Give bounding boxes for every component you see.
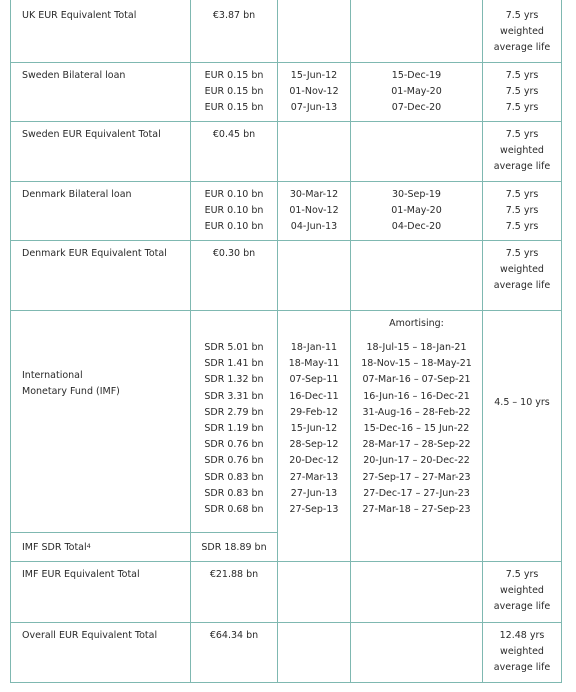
sweden-total-amount: €0.45 bn — [212, 129, 256, 140]
date-range-line: 27-Sep-17 – 27-Mar-23 — [362, 471, 471, 483]
imf-sdr-total-label — [22, 540, 91, 556]
term-line: 7.5 yrs — [505, 102, 539, 114]
imf-term: 4.5 – 10 yrs — [494, 397, 550, 408]
term-line: weighted — [500, 646, 544, 658]
imf-eur-total-label: IMF EUR Equivalent Total — [22, 569, 140, 580]
grid-line — [10, 62, 562, 63]
denmark-loan-amounts — [191, 187, 277, 236]
sweden-loan-term — [483, 68, 561, 117]
term-line: average life — [493, 42, 551, 54]
sweden-total-label: Sweden EUR Equivalent Total — [22, 129, 161, 140]
grid-line — [10, 532, 278, 533]
date-line: 01-Nov-12 — [289, 86, 339, 98]
grid-line — [10, 181, 562, 182]
date-line: 28-Sep-12 — [289, 439, 339, 451]
denmark-loan-maturity — [351, 187, 482, 236]
grid-line — [561, 0, 562, 683]
date-range-line: 27-Mar-18 – 27-Sep-23 — [362, 504, 471, 516]
date-range-line: 18-Jul-15 – 18-Jan-21 — [366, 342, 467, 353]
date-range-line: 28-Mar-17 – 28-Sep-22 — [362, 439, 471, 451]
denmark-loan-term — [483, 187, 561, 236]
date-line: 07-Jun-13 — [290, 102, 338, 114]
date-line: 20-Dec-12 — [289, 455, 339, 467]
amount-line: SDR 1.41 bn — [204, 358, 264, 370]
date-line: 01-May-20 — [391, 205, 442, 217]
imf-sdr-total-text: IMF SDR Total — [22, 542, 87, 553]
date-line: 18-May-11 — [288, 358, 340, 370]
term-line: weighted — [500, 264, 544, 276]
denmark-total-term — [483, 246, 561, 295]
amount-line: SDR 0.83 bn — [204, 471, 264, 483]
grid-line — [10, 121, 562, 122]
term-line: weighted — [500, 585, 544, 597]
amount-line: SDR 0.76 bn — [204, 439, 264, 451]
uk-total-amount: €3.87 bn — [212, 10, 256, 21]
denmark-loan-disbursed — [278, 187, 350, 236]
amount-line: SDR 1.19 bn — [204, 423, 264, 435]
amount-line: SDR 0.76 bn — [204, 455, 264, 467]
amount-line: SDR 0.83 bn — [204, 487, 264, 499]
term-line: 7.5 yrs — [505, 221, 539, 233]
date-line: 04-Dec-20 — [391, 221, 442, 233]
sweden-loan-disbursed — [278, 68, 350, 117]
date-line: 04-Jun-13 — [290, 221, 338, 233]
term-line: 7.5 yrs — [505, 10, 539, 21]
sweden-loan-amounts — [191, 68, 277, 117]
date-line: 18-Jan-11 — [290, 342, 338, 353]
amount-line: EUR 0.15 bn — [204, 86, 264, 98]
term-line: 7.5 yrs — [505, 86, 539, 98]
date-line: 16-Dec-11 — [289, 390, 339, 402]
term-line: 7.5 yrs — [505, 129, 539, 140]
sweden-loan-label: Sweden Bilateral loan — [22, 70, 126, 81]
imf-disbursed — [278, 340, 350, 518]
amount-line: SDR 5.01 bn — [204, 342, 264, 353]
date-range-line: 20-Jun-17 – 20-Dec-22 — [363, 455, 470, 467]
amount-line: SDR 2.79 bn — [204, 406, 264, 418]
imf-maturity — [351, 340, 482, 518]
sweden-total-term — [483, 127, 561, 176]
term-line: average life — [493, 662, 551, 674]
date-line: 30-Sep-19 — [392, 189, 441, 200]
date-line: 27-Sep-13 — [289, 504, 339, 516]
date-line: 01-Nov-12 — [289, 205, 339, 217]
amount-line: SDR 1.32 bn — [204, 374, 264, 386]
date-range-line: 31-Aug-16 – 28-Feb-22 — [362, 406, 471, 418]
date-range-line: 07-Mar-16 – 07-Sep-21 — [362, 374, 471, 386]
date-line: 07-Dec-20 — [391, 102, 442, 114]
imf-label-line: International — [22, 370, 83, 381]
amount-line: SDR 0.68 bn — [204, 504, 264, 516]
grid-line — [10, 682, 562, 683]
amount-line: EUR 0.10 bn — [204, 221, 264, 233]
grid-line — [10, 0, 11, 683]
denmark-total-amount: €0.30 bn — [212, 248, 256, 259]
term-line: average life — [493, 280, 551, 292]
loan-table — [10, 0, 562, 683]
imf-maturity-header: Amortising: — [389, 318, 444, 329]
denmark-total-label: Denmark EUR Equivalent Total — [22, 248, 167, 259]
date-line: 15-Jun-12 — [290, 70, 338, 81]
date-range-line: 16-Jun-16 – 16-Dec-21 — [363, 390, 470, 402]
term-line: weighted — [500, 26, 544, 38]
term-line: average life — [493, 601, 551, 613]
date-line: 27-Jun-13 — [290, 487, 338, 499]
date-line: 27-Mar-13 — [289, 471, 339, 483]
footnote-marker: 4 — [86, 542, 91, 550]
amount-line: EUR 0.10 bn — [204, 189, 264, 200]
uk-total-term — [483, 8, 561, 57]
overall-total-term — [483, 628, 561, 677]
imf-sdr-total-amount: SDR 18.89 bn — [201, 542, 267, 553]
amount-line: SDR 3.31 bn — [204, 390, 264, 402]
overall-total-amount: €64.34 bn — [209, 630, 259, 641]
term-line: 7.5 yrs — [505, 248, 539, 259]
date-range-line: 27-Dec-17 – 27-Jun-23 — [363, 487, 470, 499]
grid-line — [10, 622, 562, 623]
imf-label — [22, 368, 120, 400]
term-line: weighted — [500, 145, 544, 157]
term-line: 7.5 yrs — [505, 70, 539, 81]
date-line: 07-Sep-11 — [289, 374, 339, 386]
date-range-line: 15-Dec-16 – 15 Jun-22 — [363, 423, 470, 435]
grid-line — [10, 240, 562, 241]
denmark-loan-label: Denmark Bilateral loan — [22, 189, 132, 200]
date-line: 01-May-20 — [391, 86, 442, 98]
uk-total-label: UK EUR Equivalent Total — [22, 10, 137, 21]
imf-eur-total-term — [483, 567, 561, 616]
date-line: 15-Jun-12 — [290, 423, 338, 435]
grid-line — [10, 561, 562, 562]
date-range-line: 18-Nov-15 – 18-May-21 — [361, 358, 472, 370]
term-line: 7.5 yrs — [505, 569, 539, 580]
amount-line: EUR 0.15 bn — [204, 102, 264, 114]
date-line: 30-Mar-12 — [289, 189, 339, 200]
overall-total-label: Overall EUR Equivalent Total — [22, 630, 158, 641]
date-line: 15-Dec-19 — [391, 70, 442, 81]
term-line: 7.5 yrs — [505, 205, 539, 217]
amount-line: EUR 0.10 bn — [204, 205, 264, 217]
sweden-loan-maturity — [351, 68, 482, 117]
imf-label-line: Monetary Fund (IMF) — [22, 386, 120, 398]
term-line: 7.5 yrs — [505, 189, 539, 200]
amount-line: EUR 0.15 bn — [204, 70, 264, 81]
imf-amounts — [191, 340, 277, 518]
term-line: 12.48 yrs — [499, 630, 545, 641]
imf-eur-total-amount: €21.88 bn — [209, 569, 259, 580]
term-line: average life — [493, 161, 551, 173]
date-line: 29-Feb-12 — [290, 406, 338, 418]
grid-line — [10, 310, 562, 311]
